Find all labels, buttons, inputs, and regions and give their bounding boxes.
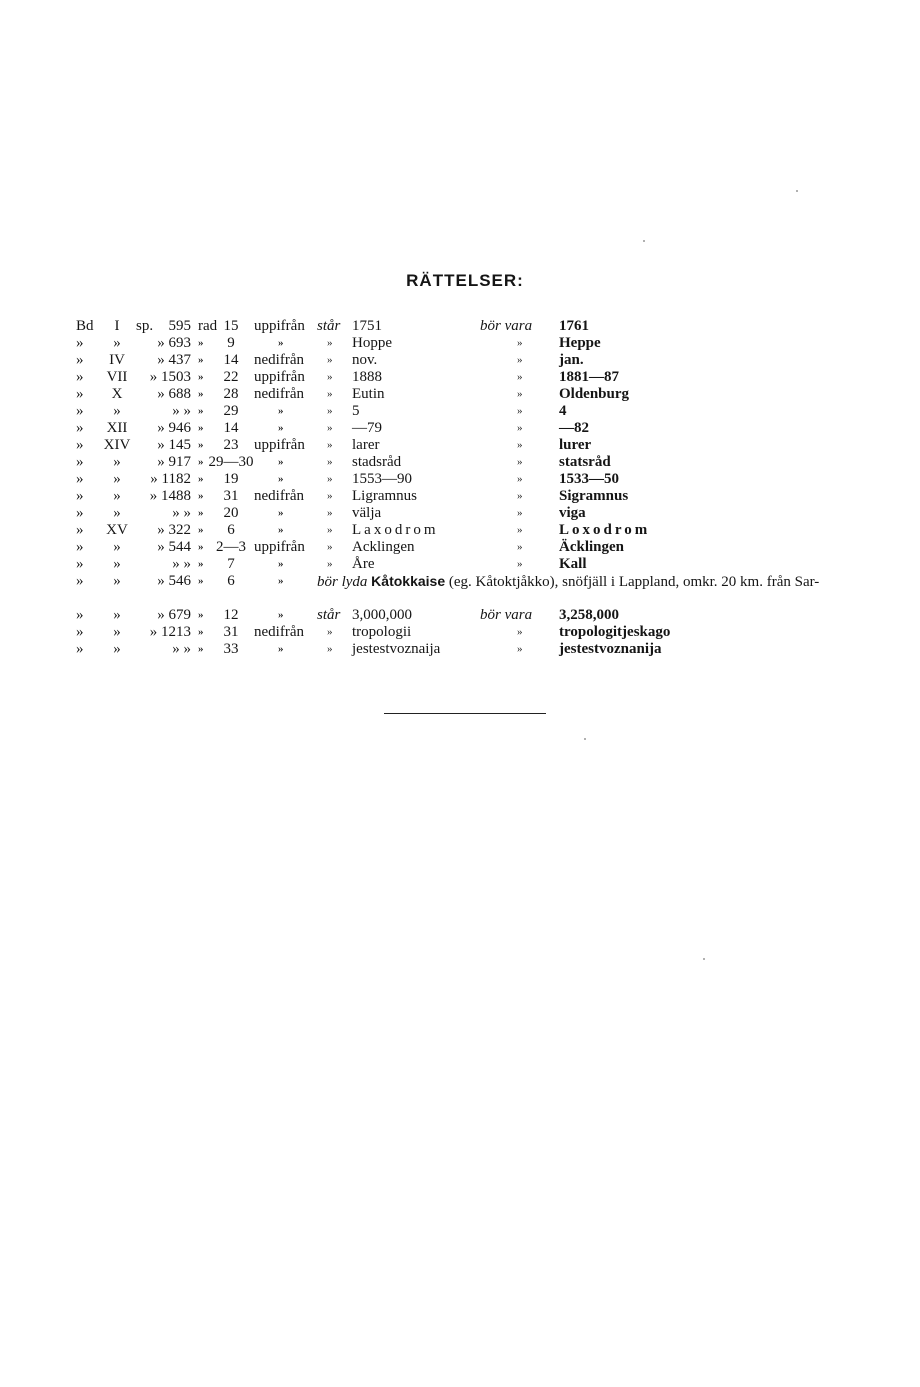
errata-err: 5 xyxy=(352,403,360,419)
errata-star: » xyxy=(327,354,333,366)
errata-star: » xyxy=(327,473,333,485)
errata-err: tropologii xyxy=(352,624,412,640)
errata-col: » » xyxy=(172,505,191,521)
errata-col: » 1488 xyxy=(149,488,191,504)
errata-dir: » xyxy=(278,456,284,468)
errata-vol: XV xyxy=(106,522,128,538)
errata-col: » 145 xyxy=(157,437,191,453)
errata-bor: » xyxy=(517,558,523,570)
errata-rad: » xyxy=(198,439,204,451)
errata-row xyxy=(0,369,920,386)
errata-err: Ligramnus xyxy=(352,488,417,504)
errata-fix: 1881—87 xyxy=(559,369,619,385)
errata-fix: Heppe xyxy=(559,335,601,351)
errata-bd: » xyxy=(76,522,84,538)
errata-bor: » xyxy=(517,626,523,638)
errata-col: » 1213 xyxy=(149,624,191,640)
errata-vol: » xyxy=(113,471,121,487)
errata-star: » xyxy=(327,524,333,536)
errata-dir: » xyxy=(278,558,284,570)
errata-bd: » xyxy=(76,573,84,589)
errata-rad: » xyxy=(198,490,204,502)
errata-bor: » xyxy=(517,354,523,366)
errata-line: 2—3 xyxy=(216,539,246,555)
errata-row xyxy=(0,522,920,539)
errata-rad: » xyxy=(198,337,204,349)
errata-err: Laxodrom xyxy=(352,522,439,538)
errata-col: » » xyxy=(172,556,191,572)
errata-bd: » xyxy=(76,539,84,555)
errata-dir: » xyxy=(278,507,284,519)
errata-err: larer xyxy=(352,437,380,453)
errata-row xyxy=(0,403,920,420)
errata-err: stadsråd xyxy=(352,454,402,470)
errata-rad: » xyxy=(198,354,204,366)
print-speck xyxy=(584,738,586,740)
errata-line: 20 xyxy=(223,505,239,521)
errata-dir: » xyxy=(278,643,284,655)
errata-bd: » xyxy=(76,403,84,419)
errata-vol: » xyxy=(113,539,121,555)
errata-rad: » xyxy=(198,405,204,417)
errata-bd: » xyxy=(76,386,84,402)
errata-dir: » xyxy=(278,337,284,349)
errata-fix: Äcklingen xyxy=(559,539,625,555)
errata-vol: I xyxy=(114,318,120,334)
errata-bd: » xyxy=(76,335,84,351)
errata-row xyxy=(0,386,920,403)
errata-fix: viga xyxy=(559,505,586,521)
errata-rad: » xyxy=(198,473,204,485)
errata-fix: jestestvoznanija xyxy=(559,641,662,657)
errata-star: står xyxy=(317,318,341,334)
errata-bor: » xyxy=(517,388,523,400)
errata-rad: » xyxy=(198,456,204,468)
errata-full-text: (eg. Kåtoktjåkko), snöfjäll i Lappland, omkr. 20 km. från Sar- xyxy=(448,574,820,590)
errata-vol: XII xyxy=(106,420,128,436)
errata-full-correction xyxy=(317,573,877,590)
errata-bd: » xyxy=(76,437,84,453)
errata-rad: » xyxy=(198,388,204,400)
errata-fix: statsråd xyxy=(559,454,611,470)
errata-line: 9 xyxy=(227,335,235,351)
errata-col: » 679 xyxy=(157,607,191,623)
errata-star: » xyxy=(327,643,333,655)
errata-star: » xyxy=(327,456,333,468)
errata-bor: » xyxy=(517,405,523,417)
errata-row xyxy=(0,624,920,641)
errata-bd: » xyxy=(76,488,84,504)
page-title: RÄTTELSER: xyxy=(406,271,524,290)
errata-row xyxy=(0,335,920,352)
errata-dir: nedifrån xyxy=(254,352,304,368)
errata-vol: » xyxy=(113,488,121,504)
closing-rule xyxy=(384,713,546,714)
errata-vol: » xyxy=(113,573,121,589)
errata-rad: » xyxy=(198,507,204,519)
errata-col: » 693 xyxy=(157,335,191,351)
errata-bor: » xyxy=(517,524,523,536)
errata-err: Hoppe xyxy=(352,335,392,351)
errata-dir: nedifrån xyxy=(254,488,304,504)
errata-full-label: bör lyda xyxy=(317,574,368,590)
errata-col: » » xyxy=(172,641,191,657)
errata-fix: Sigramnus xyxy=(559,488,629,504)
errata-vol: IV xyxy=(109,352,125,368)
errata-star: » xyxy=(327,371,333,383)
errata-line: 23 xyxy=(223,437,239,453)
errata-list xyxy=(0,318,920,658)
errata-bor: bör vara xyxy=(480,607,533,623)
errata-star: » xyxy=(327,558,333,570)
errata-vol: » xyxy=(113,556,121,572)
errata-fix: 3,258,000 xyxy=(559,607,619,623)
errata-star: » xyxy=(327,541,333,553)
errata-line: 6 xyxy=(227,522,235,538)
errata-rad: » xyxy=(198,626,204,638)
errata-line: 12 xyxy=(223,607,239,623)
errata-row xyxy=(0,573,920,607)
errata-dir: » xyxy=(278,609,284,621)
errata-line: 15 xyxy=(223,318,239,334)
errata-dir: nedifrån xyxy=(254,624,304,640)
errata-err: välja xyxy=(352,505,382,521)
errata-bor: » xyxy=(517,439,523,451)
errata-row xyxy=(0,318,920,335)
errata-dir: » xyxy=(278,422,284,434)
errata-bor: » xyxy=(517,371,523,383)
errata-rad: » xyxy=(198,371,204,383)
errata-err: nov. xyxy=(352,352,378,368)
errata-dir: uppifrån xyxy=(254,318,305,334)
errata-star: » xyxy=(327,388,333,400)
errata-rad: rad xyxy=(198,318,218,334)
errata-rad: » xyxy=(198,422,204,434)
errata-row xyxy=(0,488,920,505)
errata-fix: Oldenburg xyxy=(559,386,630,402)
errata-bd: » xyxy=(76,369,84,385)
errata-star: » xyxy=(327,507,333,519)
errata-err: 3,000,000 xyxy=(352,607,412,623)
errata-dir: nedifrån xyxy=(254,386,304,402)
errata-err: Eutin xyxy=(352,386,385,402)
errata-bor: bör vara xyxy=(480,318,533,334)
errata-row xyxy=(0,454,920,471)
errata-col: » 322 xyxy=(157,522,191,538)
errata-row xyxy=(0,607,920,624)
errata-rad: » xyxy=(198,558,204,570)
errata-bd: » xyxy=(76,454,84,470)
errata-dir: uppifrån xyxy=(254,437,305,453)
errata-bor: » xyxy=(517,422,523,434)
errata-bd: » xyxy=(76,624,84,640)
errata-line: 14 xyxy=(223,352,239,368)
errata-bor: » xyxy=(517,456,523,468)
errata-fix: 1533—50 xyxy=(559,471,619,487)
errata-fix: —82 xyxy=(559,420,589,436)
errata-col: » 917 xyxy=(157,454,191,470)
errata-bd: » xyxy=(76,420,84,436)
print-speck xyxy=(796,190,798,192)
errata-line: 29 xyxy=(223,403,239,419)
errata-vol: » xyxy=(113,403,121,419)
errata-col: » 1182 xyxy=(150,471,191,487)
print-speck xyxy=(703,958,705,960)
errata-bd: » xyxy=(76,607,84,623)
errata-sp: sp. xyxy=(136,318,154,334)
errata-row xyxy=(0,420,920,437)
errata-fix: tropologitjeskago xyxy=(559,624,671,640)
errata-dir: » xyxy=(278,473,284,485)
errata-star: » xyxy=(327,439,333,451)
errata-err: Åre xyxy=(352,556,375,572)
errata-dir: » xyxy=(278,405,284,417)
errata-bor: » xyxy=(517,507,523,519)
errata-vol: » xyxy=(113,624,121,640)
errata-bor: » xyxy=(517,643,523,655)
errata-line: 28 xyxy=(223,386,239,402)
errata-fix: 1761 xyxy=(559,318,589,334)
print-speck xyxy=(643,240,645,242)
errata-err: 1888 xyxy=(352,369,382,385)
errata-line: 22 xyxy=(223,369,239,385)
errata-rad: » xyxy=(198,541,204,553)
errata-col: » 1503 xyxy=(149,369,191,385)
errata-line: 19 xyxy=(223,471,239,487)
errata-vol: » xyxy=(113,335,121,351)
errata-line: 14 xyxy=(223,420,239,436)
errata-err: jestestvoznaija xyxy=(352,641,441,657)
errata-vol: X xyxy=(111,386,123,402)
errata-vol: » xyxy=(113,641,121,657)
errata-rad: » xyxy=(198,609,204,621)
errata-line: 33 xyxy=(223,641,239,657)
errata-bd: Bd xyxy=(76,318,94,334)
errata-err: —79 xyxy=(352,420,382,436)
errata-col: » 437 xyxy=(157,352,191,368)
errata-err: 1553—90 xyxy=(352,471,412,487)
errata-bor: » xyxy=(517,541,523,553)
errata-vol: XIV xyxy=(103,437,131,453)
errata-rad: » xyxy=(198,575,204,587)
errata-row xyxy=(0,556,920,573)
errata-col: » 544 xyxy=(157,539,191,555)
errata-fix: lurer xyxy=(559,437,592,453)
errata-dir: uppifrån xyxy=(254,539,305,555)
errata-row xyxy=(0,641,920,658)
errata-row xyxy=(0,471,920,488)
errata-bd: » xyxy=(76,556,84,572)
errata-line: 7 xyxy=(227,556,235,572)
errata-star: » xyxy=(327,626,333,638)
errata-vol: » xyxy=(113,454,121,470)
errata-row xyxy=(0,505,920,522)
errata-full-headword: Kåtokkaise xyxy=(371,573,446,589)
errata-star: » xyxy=(327,337,333,349)
errata-line: 31 xyxy=(223,624,239,640)
errata-dir: uppifrån xyxy=(254,369,305,385)
errata-bor: » xyxy=(517,473,523,485)
errata-rad: » xyxy=(198,524,204,536)
errata-vol: » xyxy=(113,607,121,623)
errata-line: 31 xyxy=(223,488,239,504)
errata-row xyxy=(0,437,920,454)
errata-fix: jan. xyxy=(559,352,584,368)
errata-dir: » xyxy=(278,575,284,587)
errata-col: » 546 xyxy=(157,573,191,589)
errata-fix: Loxodrom xyxy=(559,522,651,538)
errata-star: » xyxy=(327,422,333,434)
errata-col: » 688 xyxy=(157,386,191,402)
errata-star: står xyxy=(317,607,341,623)
errata-bd: » xyxy=(76,641,84,657)
errata-vol: » xyxy=(113,505,121,521)
errata-line: 6 xyxy=(227,573,235,589)
errata-bor: » xyxy=(517,337,523,349)
errata-fix: Kall xyxy=(559,556,587,572)
errata-line: 29—30 xyxy=(208,454,254,470)
errata-bd: » xyxy=(76,352,84,368)
errata-err: 1751 xyxy=(352,318,382,334)
errata-dir: » xyxy=(278,524,284,536)
errata-bd: » xyxy=(76,471,84,487)
errata-col: » 946 xyxy=(157,420,191,436)
errata-row xyxy=(0,352,920,369)
errata-col: 595 xyxy=(168,318,191,334)
errata-row xyxy=(0,539,920,556)
errata-bd: » xyxy=(76,505,84,521)
errata-star: » xyxy=(327,490,333,502)
errata-col: » » xyxy=(172,403,191,419)
errata-bor: » xyxy=(517,490,523,502)
errata-fix: 4 xyxy=(559,403,567,419)
errata-star: » xyxy=(327,405,333,417)
errata-err: Acklingen xyxy=(352,539,415,555)
errata-rad: » xyxy=(198,643,204,655)
errata-vol: VII xyxy=(106,369,128,385)
